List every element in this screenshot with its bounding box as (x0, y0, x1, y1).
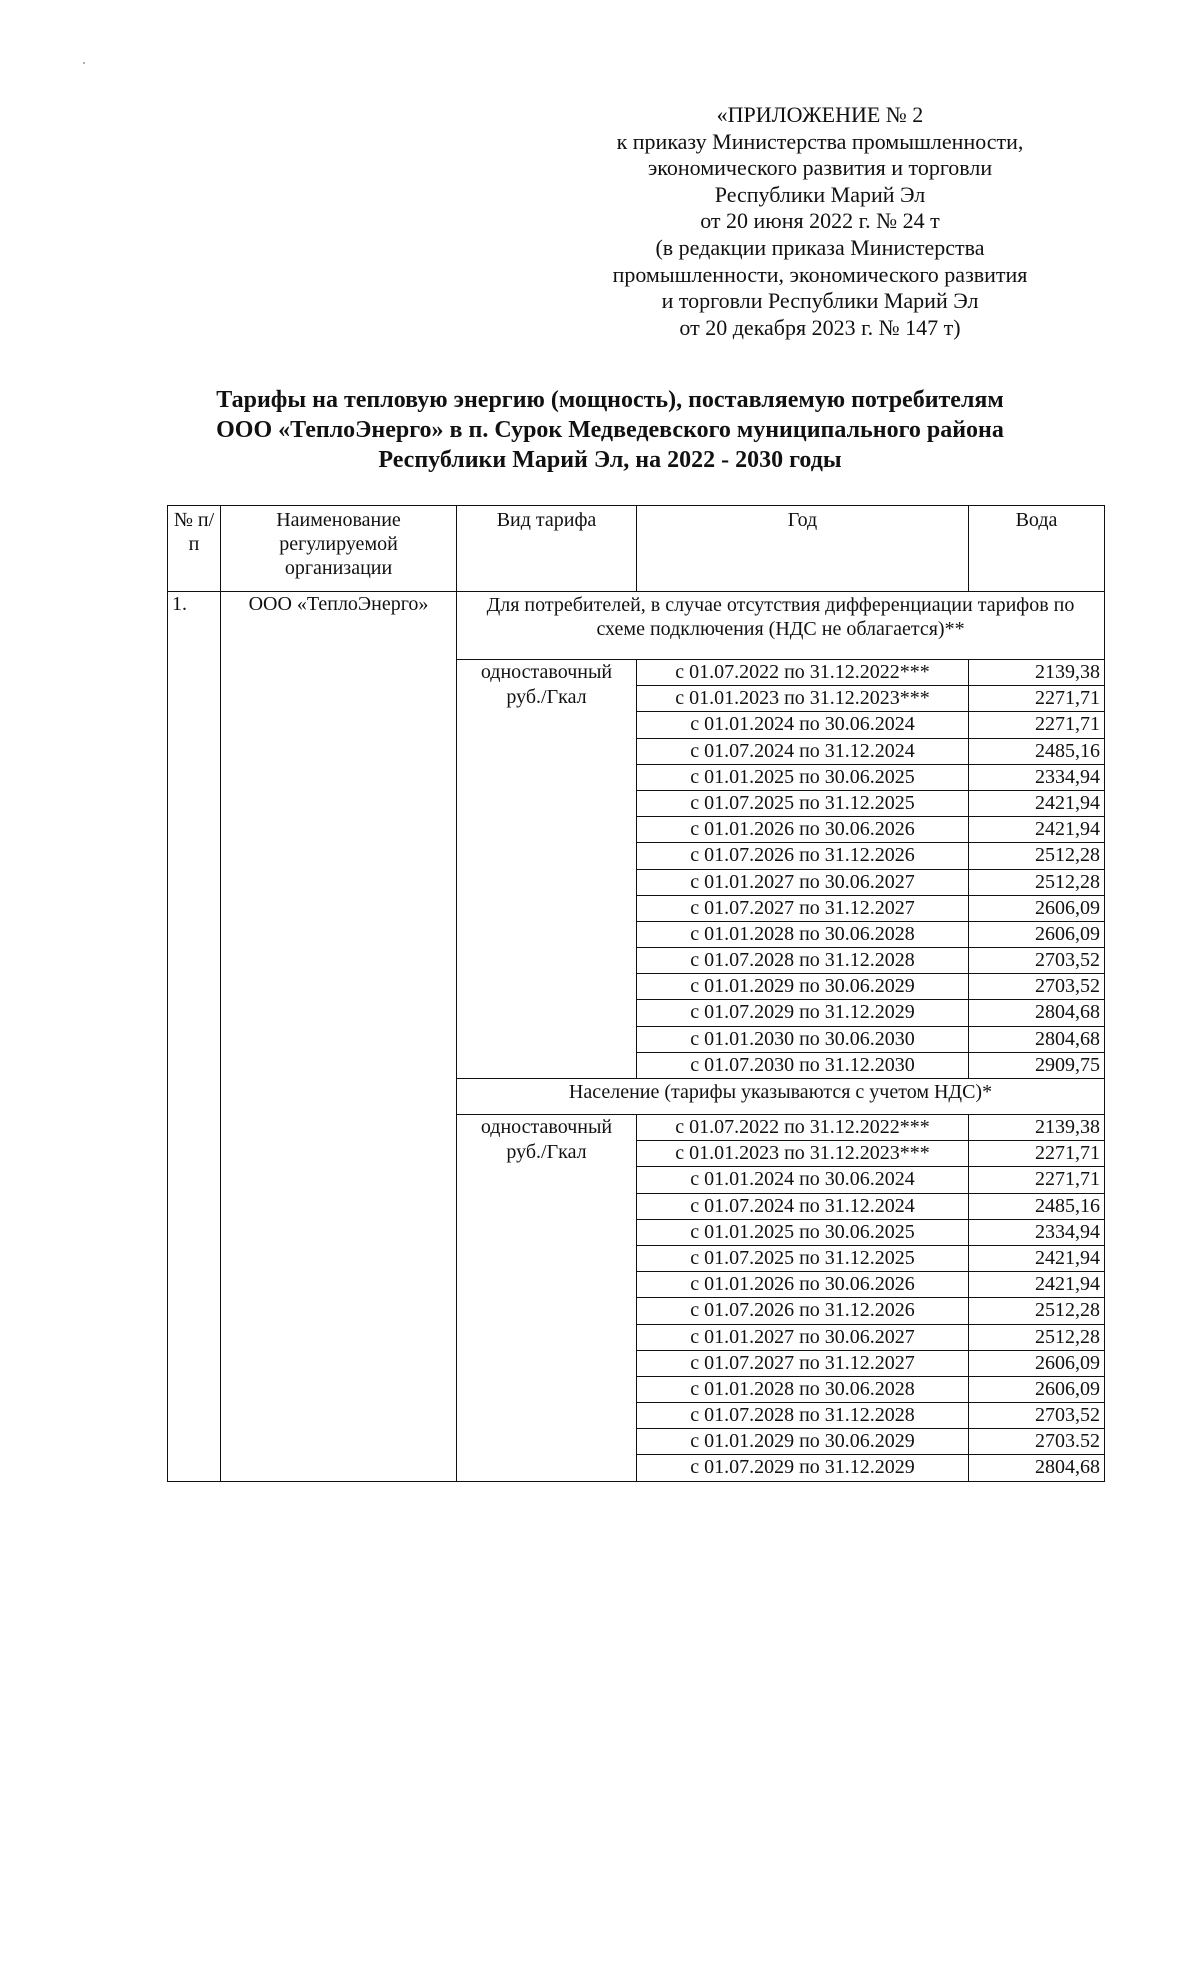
period-cell: с 01.01.2025 по 30.06.2025 (637, 764, 969, 790)
appendix-line: экономического развития и торговли (647, 155, 993, 181)
title-line: ООО «ТеплоЭнерго» в п. Сурок Медведевского муниципального района (216, 417, 1004, 443)
title-line: Тарифы на тепловую энергию (мощность), поставляемую потребителям (216, 387, 1004, 413)
period-cell: с 01.07.2022 по 31.12.2022*** (637, 660, 969, 686)
period-cell: с 01.01.2025 по 30.06.2025 (637, 1219, 969, 1245)
water-value-cell: 2139,38 (969, 660, 1105, 686)
appendix-line: «ПРИЛОЖЕНИЕ № 2 (716, 102, 924, 127)
water-value-cell: 2334,94 (969, 764, 1105, 790)
water-value-cell: 2703,52 (969, 1403, 1105, 1429)
header-year: Год (637, 506, 969, 592)
period-cell: с 01.07.2030 по 31.12.2030 (637, 1052, 969, 1078)
tariff-kind: одноставочный руб./Гкал (457, 660, 637, 1079)
water-value-cell: 2139,38 (969, 1115, 1105, 1141)
period-cell: с 01.01.2029 по 30.06.2029 (637, 974, 969, 1000)
period-cell: с 01.07.2024 по 31.12.2024 (637, 738, 969, 764)
section-title: Население (тарифы указываются с учетом НДС)* (457, 1079, 1105, 1115)
water-value-cell: 2606,09 (969, 1350, 1105, 1376)
water-value-cell: 2804,68 (969, 1455, 1105, 1481)
period-cell: с 01.01.2028 по 30.06.2028 (637, 1376, 969, 1402)
water-value-cell: 2334,94 (969, 1219, 1105, 1245)
table-section-row (168, 592, 1105, 660)
water-value-cell: 2512,28 (969, 869, 1105, 895)
water-value-cell: 2703,52 (969, 948, 1105, 974)
appendix-header (560, 102, 1080, 341)
period-cell: с 01.07.2028 по 31.12.2028 (637, 948, 969, 974)
water-value-cell: 2512,28 (969, 843, 1105, 869)
water-value-cell: 2804,68 (969, 1000, 1105, 1026)
period-cell: с 01.07.2027 по 31.12.2027 (637, 895, 969, 921)
tariff-kind: одноставочный руб./Гкал (457, 1115, 637, 1482)
water-value-cell: 2271,71 (969, 686, 1105, 712)
period-cell: с 01.07.2024 по 31.12.2024 (637, 1193, 969, 1219)
appendix-line: (в редакции приказа Министерства (655, 234, 985, 260)
period-cell: с 01.01.2024 по 30.06.2024 (637, 712, 969, 738)
period-cell: с 01.07.2025 по 31.12.2025 (637, 790, 969, 816)
water-value-cell: 2421,94 (969, 817, 1105, 843)
period-cell: с 01.07.2029 по 31.12.2029 (637, 1455, 969, 1481)
period-cell: с 01.01.2026 по 30.06.2026 (637, 817, 969, 843)
water-value-cell: 2421,94 (969, 1272, 1105, 1298)
period-cell: с 01.01.2027 по 30.06.2027 (637, 869, 969, 895)
water-value-cell: 2271,71 (969, 1141, 1105, 1167)
header-org: Наименование регулируемой организации (221, 506, 457, 592)
period-cell: с 01.01.2023 по 31.12.2023*** (637, 1141, 969, 1167)
period-cell: с 01.01.2023 по 31.12.2023*** (637, 686, 969, 712)
appendix-line: и торговли Республики Марий Эл (661, 288, 979, 314)
appendix-line: к приказу Министерства промышленности, (616, 128, 1024, 154)
header-kind: Вид тарифа (457, 506, 637, 592)
organization-name: ООО «ТеплоЭнерго» (221, 592, 457, 1482)
appendix-line: от 20 июня 2022 г. № 24 т (700, 208, 940, 234)
section-title: Для потребителей, в случае отсутствия дифференциации тарифов по схеме подключения (НДС не облагается)** (457, 592, 1105, 660)
appendix-line: Республики Марий Эл (714, 181, 926, 207)
period-cell: с 01.07.2028 по 31.12.2028 (637, 1403, 969, 1429)
title-line: Республики Марий Эл, на 2022 - 2030 годы (378, 447, 842, 473)
water-value-cell: 2271,71 (969, 1167, 1105, 1193)
water-value-cell: 2421,94 (969, 1245, 1105, 1271)
water-value-cell: 2485,16 (969, 738, 1105, 764)
appendix-line: промышленности, экономического развития (612, 261, 1028, 287)
water-value-cell: 2512,28 (969, 1298, 1105, 1324)
appendix-line: от 20 декабря 2023 г. № 147 т) (679, 314, 961, 340)
water-value-cell: 2271,71 (969, 712, 1105, 738)
water-value-cell: 2909,75 (969, 1052, 1105, 1078)
header-water: Вода (969, 506, 1105, 592)
period-cell: с 01.01.2027 по 30.06.2027 (637, 1324, 969, 1350)
water-value-cell: 2421,94 (969, 790, 1105, 816)
period-cell: с 01.01.2024 по 30.06.2024 (637, 1167, 969, 1193)
period-cell: с 01.01.2030 по 30.06.2030 (637, 1026, 969, 1052)
tariff-table (167, 505, 1105, 1482)
water-value-cell: 2606,09 (969, 895, 1105, 921)
period-cell: с 01.07.2026 по 31.12.2026 (637, 1298, 969, 1324)
water-value-cell: 2485,16 (969, 1193, 1105, 1219)
row-number: 1. (168, 592, 221, 1482)
water-value-cell: 2606,09 (969, 1376, 1105, 1402)
period-cell: с 01.07.2027 по 31.12.2027 (637, 1350, 969, 1376)
table-header-row (168, 506, 1105, 592)
document-title (150, 385, 1070, 475)
period-cell: с 01.07.2029 по 31.12.2029 (637, 1000, 969, 1026)
scan-speck (83, 62, 85, 64)
water-value-cell: 2703,52 (969, 974, 1105, 1000)
period-cell: с 01.01.2029 по 30.06.2029 (637, 1429, 969, 1455)
water-value-cell: 2804,68 (969, 1026, 1105, 1052)
period-cell: с 01.01.2026 по 30.06.2026 (637, 1272, 969, 1298)
header-num: № п/п (168, 506, 221, 592)
period-cell: с 01.01.2028 по 30.06.2028 (637, 921, 969, 947)
period-cell: с 01.07.2025 по 31.12.2025 (637, 1245, 969, 1271)
period-cell: с 01.07.2026 по 31.12.2026 (637, 843, 969, 869)
water-value-cell: 2512,28 (969, 1324, 1105, 1350)
water-value-cell: 2703.52 (969, 1429, 1105, 1455)
period-cell: с 01.07.2022 по 31.12.2022*** (637, 1115, 969, 1141)
water-value-cell: 2606,09 (969, 921, 1105, 947)
